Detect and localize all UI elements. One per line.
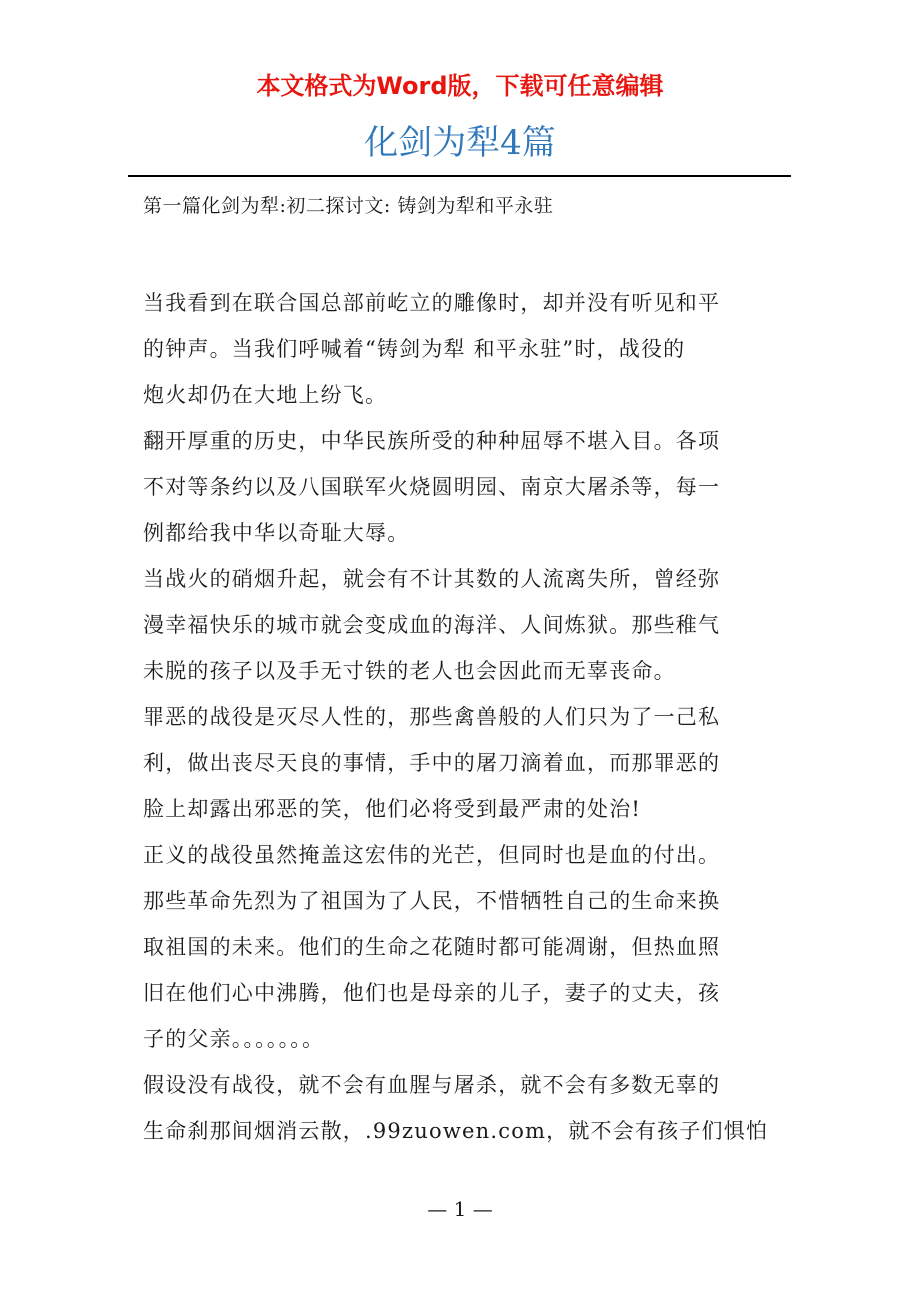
- text-line: 的钟声。当我们呼喊着“铸剑为犁 和平永驻”时，战役的: [143, 337, 686, 361]
- text-line: 炮火却仍在大地上纷飞。: [143, 383, 388, 407]
- text-line: 生命刹那间烟消云散，.99zuowen.com，就不会有孩子们惧怕: [143, 1119, 769, 1143]
- article-body: [143, 280, 787, 1154]
- text-line: 取祖国的未来。他们的生命之花随时都可能凋谢，但热血照: [143, 935, 721, 959]
- text-line: 未脱的孩子以及手无寸铁的老人也会因此而无辜丧命。: [143, 659, 676, 683]
- text-line: 那些革命先烈为了祖国为了人民，不惜牺牲自己的生命来换: [143, 889, 721, 913]
- text-line: 脸上却露出邪恶的笑，他们必将受到最严肃的处治!: [143, 797, 642, 821]
- text-line: 旧在他们心中沸腾，他们也是母亲的儿子，妻子的丈夫，孩: [143, 981, 721, 1005]
- text-line: 当我看到在联合国总部前屹立的雕像时，却并没有听见和平: [143, 291, 721, 315]
- text-line: 不对等条约以及八国联军火烧圆明园、南京大屠杀等，每一: [143, 475, 721, 499]
- text-line: 例都给我中华以奇耻大辱。: [143, 521, 410, 545]
- text-line: 子的父亲。。。。。。。: [143, 1027, 325, 1051]
- document-title: 化剑为犁4篇: [364, 123, 556, 163]
- text-line: 当战火的硝烟升起，就会有不计其数的人流离失所，曾经弥: [143, 567, 721, 591]
- text-line: 翻开厚重的历史，中华民族所受的种种屈辱不堪入目。各项: [143, 429, 721, 453]
- page-number: — 1 —: [427, 1197, 493, 1221]
- text-line: 罪恶的战役是灭尽人性的，那些禽兽般的人们只为了一己私: [143, 705, 721, 729]
- text-line: 正义的战役虽然掩盖这宏伟的光芒，但同时也是血的付出。: [143, 843, 721, 867]
- format-notice: 本文格式为Word版，下载可任意编辑: [256, 72, 664, 100]
- title-divider: [128, 175, 791, 177]
- section-heading: 第一篇化剑为犁:初二探讨文: 铸剑为犁和平永驻: [143, 195, 554, 217]
- text-line: 漫幸福快乐的城市就会变成血的海洋、人间炼狱。那些稚气: [143, 613, 721, 637]
- text-line: 假设没有战役，就不会有血腥与屠杀，就不会有多数无辜的: [143, 1073, 721, 1097]
- text-line: 利，做出丧尽天良的事情，手中的屠刀滴着血，而那罪恶的: [143, 751, 721, 775]
